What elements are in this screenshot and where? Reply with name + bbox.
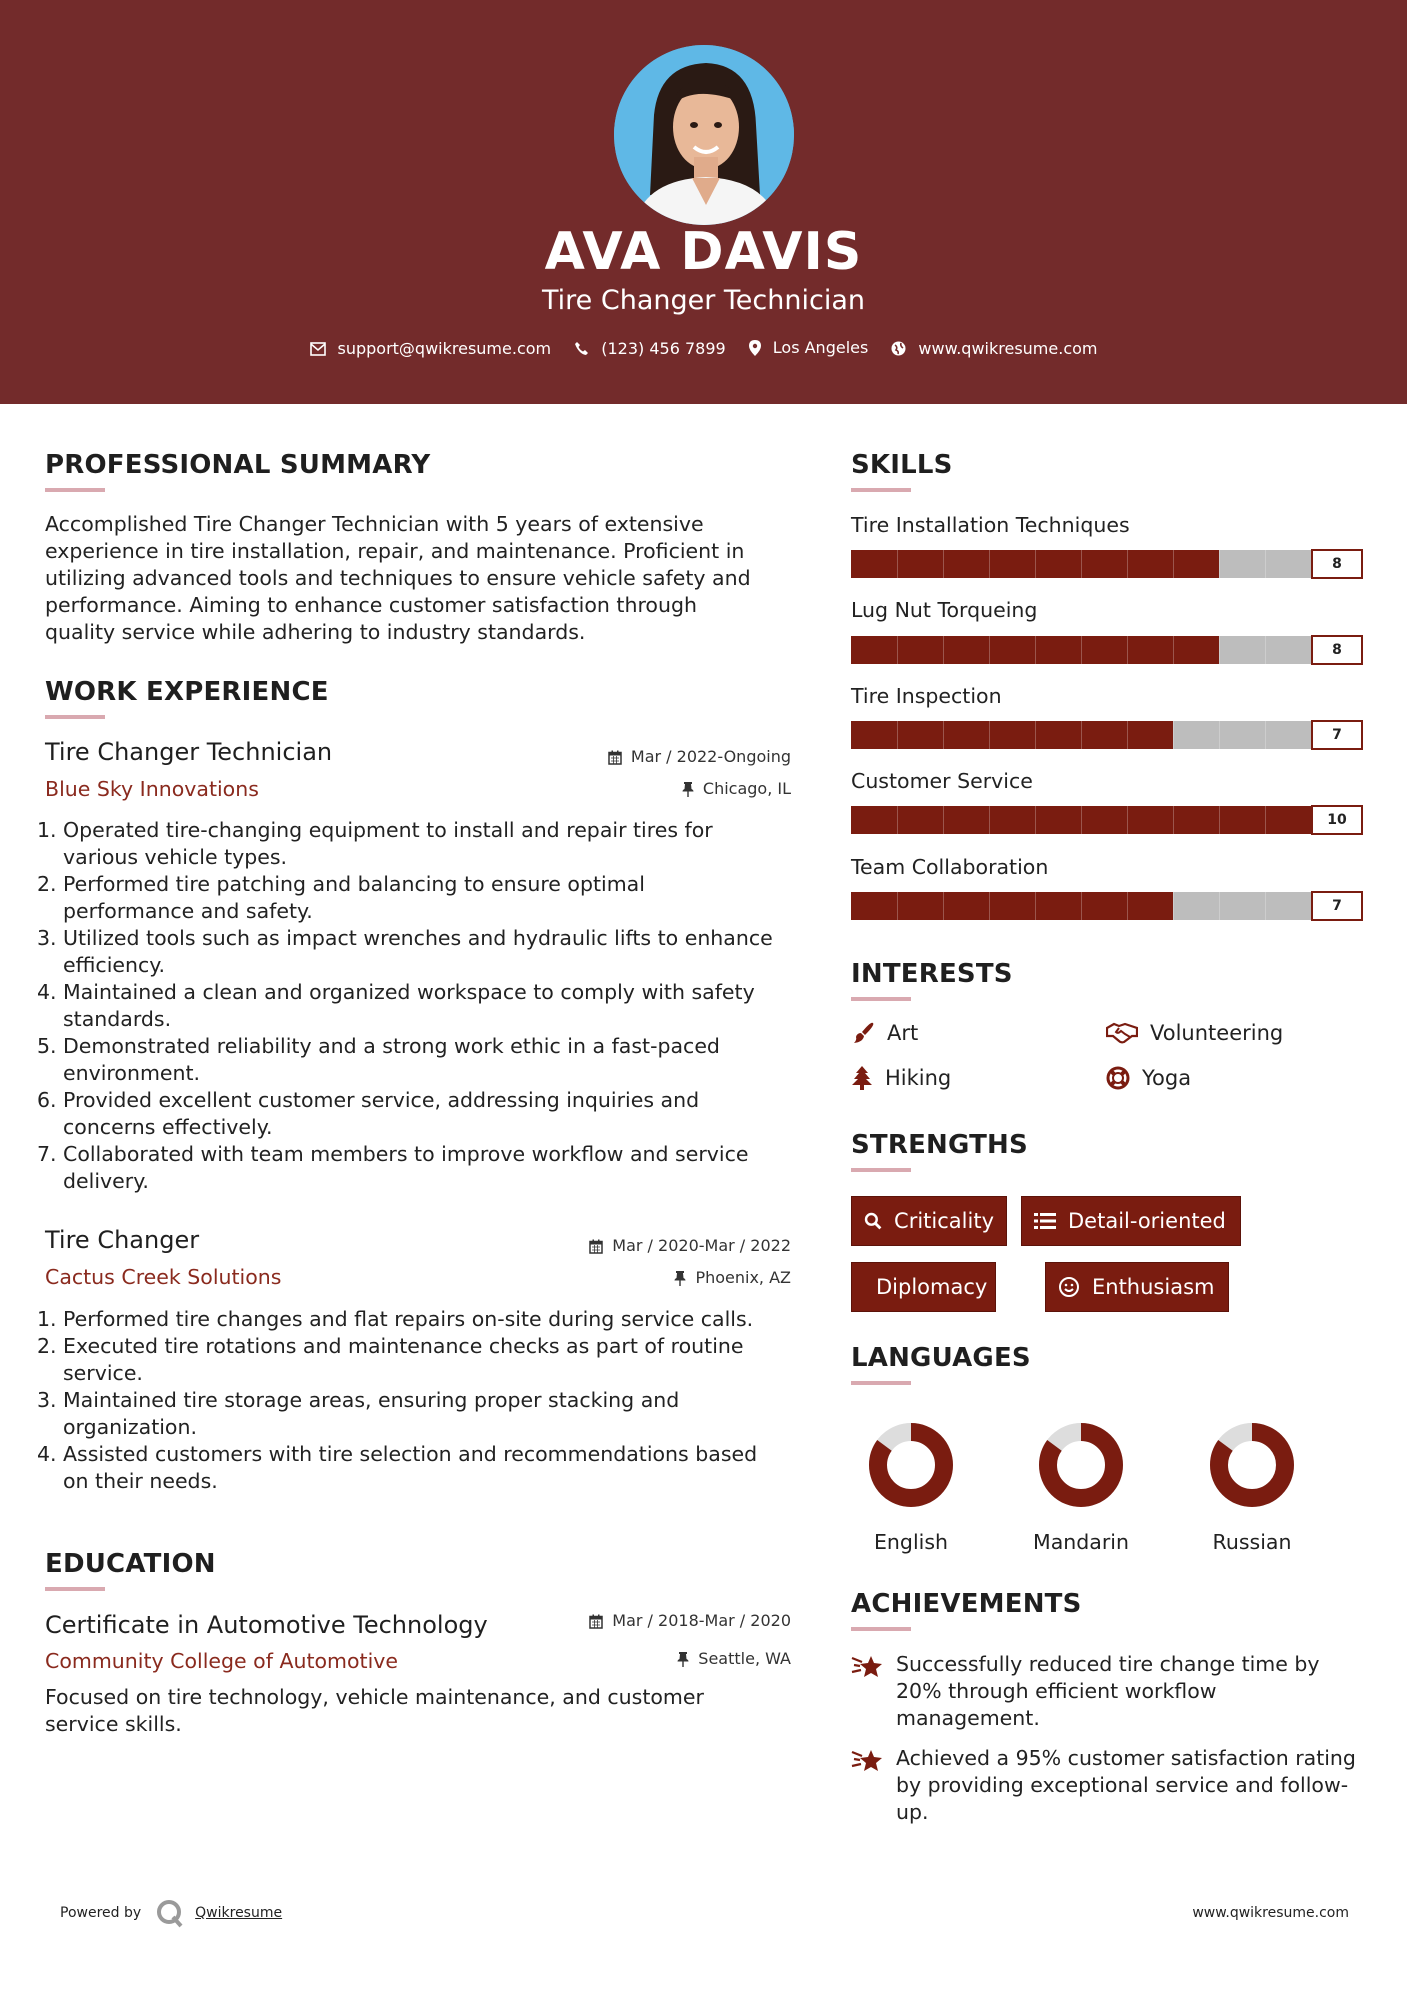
skill-value: 7 bbox=[1311, 720, 1363, 750]
interest-label: Hiking bbox=[885, 1066, 952, 1090]
pushpin-icon bbox=[682, 781, 694, 797]
job-dates bbox=[589, 1235, 791, 1257]
job-title: Tire Changer bbox=[45, 1226, 200, 1254]
interest-label: Volunteering bbox=[1150, 1021, 1284, 1045]
skill-value: 7 bbox=[1311, 891, 1363, 921]
job-location bbox=[674, 1267, 791, 1289]
list-item-line: Executed tire rotations and maintenance checks as part of routine bbox=[63, 1334, 744, 1358]
skill-segment-divider bbox=[989, 550, 990, 578]
language-label: English bbox=[873, 1530, 949, 1554]
interests-underline bbox=[851, 997, 911, 1001]
education-line: Focused on tire technology, vehicle maintenance, and customer bbox=[45, 1685, 704, 1709]
skill-bar bbox=[851, 550, 1342, 578]
skill-segment-divider bbox=[1173, 806, 1174, 834]
skill-segment-divider bbox=[989, 721, 990, 749]
footer-website[interactable]: www.qwikresume.com bbox=[1192, 1905, 1349, 1921]
list-item: 3. Utilized tools such as impact wrenches and hydraulic lifts to enhance efficiency. bbox=[37, 925, 797, 979]
contact-email-text: support@qwikresume.com bbox=[337, 339, 552, 358]
list-item-line: Provided excellent customer service, addressing inquiries and bbox=[63, 1088, 700, 1112]
education-description bbox=[45, 1684, 785, 1738]
education-dates bbox=[589, 1610, 791, 1632]
job-company: Blue Sky Innovations bbox=[45, 777, 259, 801]
contact-row bbox=[0, 336, 1407, 363]
skill-segment-divider bbox=[1173, 636, 1174, 664]
languages-heading: LANGUAGES bbox=[851, 1343, 1031, 1373]
contact-phone[interactable] bbox=[574, 337, 725, 361]
list-item: 6. Provided excellent customer service, addressing inquiries and concerns effectively. bbox=[37, 1087, 797, 1141]
summary-text bbox=[45, 511, 785, 646]
skill-fill bbox=[851, 721, 1173, 749]
strength-badge bbox=[1021, 1196, 1241, 1246]
skill-bar bbox=[851, 892, 1342, 920]
achievement-item bbox=[851, 1651, 1371, 1732]
interest-item bbox=[851, 1064, 951, 1092]
list-item-line: concerns effectively. bbox=[63, 1115, 273, 1139]
achievement-item bbox=[851, 1745, 1371, 1826]
strength-label: Diplomacy bbox=[876, 1275, 988, 1299]
summary-line: utilizing advanced tools and techniques to ensure vehicle safety and bbox=[45, 566, 751, 590]
list-item-line: environment. bbox=[63, 1061, 201, 1085]
language-donut bbox=[1036, 1420, 1126, 1510]
experience-underline bbox=[45, 715, 105, 719]
skill-segment-divider bbox=[1265, 892, 1266, 920]
skill-segment-divider bbox=[897, 721, 898, 749]
candidate-name: AVA DAVIS bbox=[544, 222, 863, 282]
skill-segment-divider bbox=[1081, 892, 1082, 920]
list-item: 3. Maintained tire storage areas, ensuring proper stacking and organization. bbox=[37, 1387, 797, 1441]
skill-segment-divider bbox=[1127, 721, 1128, 749]
skill-segment-divider bbox=[1219, 892, 1220, 920]
achievement-line: Successfully reduced tire change time by bbox=[896, 1652, 1320, 1676]
skill-segment-divider bbox=[897, 550, 898, 578]
skill-segment-divider bbox=[989, 892, 990, 920]
experience-heading: WORK EXPERIENCE bbox=[45, 677, 329, 707]
skill-segment-divider bbox=[1081, 721, 1082, 749]
skill-segment-divider bbox=[1081, 806, 1082, 834]
interests-heading: INTERESTS bbox=[851, 959, 1013, 989]
language-donut bbox=[1207, 1420, 1297, 1510]
language-label: Mandarin bbox=[1033, 1530, 1129, 1554]
list-item: 4. Maintained a clean and organized workspace to comply with safety standards. bbox=[37, 979, 797, 1033]
skill-label: Customer Service bbox=[851, 769, 1033, 793]
job-location bbox=[682, 778, 791, 800]
degree-title: Certificate in Automotive Technology bbox=[45, 1611, 488, 1639]
list-item-line: performance and safety. bbox=[63, 899, 313, 923]
list-icon bbox=[1034, 1212, 1056, 1230]
job-duties-list bbox=[37, 1306, 797, 1495]
education-dates-text: Mar / 2018-Mar / 2020 bbox=[612, 1611, 791, 1630]
calendar-icon bbox=[589, 1614, 603, 1629]
envelope-icon bbox=[310, 342, 326, 356]
skill-label: Tire Installation Techniques bbox=[851, 513, 1130, 537]
list-item: 5. Demonstrated reliability and a strong work ethic in a fast-paced environment. bbox=[37, 1033, 797, 1087]
list-item-line: Assisted customers with tire selection and recommendations based bbox=[63, 1442, 758, 1466]
skill-segment-divider bbox=[943, 892, 944, 920]
language-item bbox=[1021, 1420, 1141, 1556]
map-marker-icon bbox=[749, 340, 761, 356]
language-item bbox=[851, 1420, 971, 1556]
strength-label: Enthusiasm bbox=[1092, 1275, 1215, 1299]
calendar-icon bbox=[608, 750, 622, 765]
skill-label: Tire Inspection bbox=[851, 684, 1002, 708]
skill-fill bbox=[851, 892, 1173, 920]
skill-segment-divider bbox=[989, 636, 990, 664]
skill-segment-divider bbox=[989, 806, 990, 834]
list-item-line: various vehicle types. bbox=[63, 845, 288, 869]
achievement-line: up. bbox=[896, 1800, 929, 1824]
list-item-line: Maintained tire storage areas, ensuring proper stacking and bbox=[63, 1388, 680, 1412]
skill-segment-divider bbox=[1219, 721, 1220, 749]
skill-segment-divider bbox=[897, 892, 898, 920]
list-item-line: Utilized tools such as impact wrenches and hydraulic lifts to enhance bbox=[63, 926, 773, 950]
strength-label: Detail-oriented bbox=[1068, 1209, 1226, 1233]
skill-segment-divider bbox=[1035, 806, 1036, 834]
skill-segment-divider bbox=[897, 806, 898, 834]
lifebuoy-icon bbox=[1106, 1066, 1130, 1090]
list-item: 2. Executed tire rotations and maintenance checks as part of routine service. bbox=[37, 1333, 797, 1387]
skill-segment-divider bbox=[1265, 636, 1266, 664]
strength-badge bbox=[851, 1262, 996, 1312]
skill-segment-divider bbox=[1035, 636, 1036, 664]
search-icon bbox=[864, 1210, 882, 1232]
education-location bbox=[677, 1648, 791, 1670]
skill-segment-divider bbox=[1265, 806, 1266, 834]
job-title: Tire Changer Technician bbox=[45, 738, 333, 766]
summary-line: quality service while adhering to industry standards. bbox=[45, 620, 586, 644]
phone-icon bbox=[574, 341, 589, 356]
shooting-star-icon bbox=[851, 1653, 885, 1681]
skill-segment-divider bbox=[1127, 892, 1128, 920]
skill-bar bbox=[851, 721, 1342, 749]
interest-item bbox=[851, 1019, 918, 1047]
skill-segment-divider bbox=[1265, 550, 1266, 578]
skill-segment-divider bbox=[1035, 892, 1036, 920]
skill-segment-divider bbox=[1219, 550, 1220, 578]
skill-segment-divider bbox=[1035, 721, 1036, 749]
summary-line: experience in tire installation, repair, and maintenance. Proficient in bbox=[45, 539, 745, 563]
smile-icon bbox=[1058, 1276, 1080, 1298]
skill-value: 8 bbox=[1311, 635, 1363, 665]
achievement-line: Achieved a 95% customer satisfaction rating bbox=[896, 1746, 1356, 1770]
interest-item bbox=[1106, 1019, 1283, 1047]
strength-badge bbox=[1045, 1262, 1229, 1312]
contact-website[interactable] bbox=[891, 337, 1097, 361]
strength-label: Criticality bbox=[894, 1209, 994, 1233]
skill-segment-divider bbox=[1173, 721, 1174, 749]
list-item-line: Operated tire-changing equipment to install and repair tires for bbox=[63, 818, 713, 842]
handshake-icon bbox=[1106, 1022, 1138, 1044]
contact-website-text: www.qwikresume.com bbox=[918, 338, 1098, 358]
strengths-underline bbox=[851, 1168, 911, 1172]
job-location-text: Phoenix, AZ bbox=[695, 1268, 791, 1287]
list-item: 4. Assisted customers with tire selection and recommendations based on their needs. bbox=[37, 1441, 797, 1495]
summary-line: performance. Aiming to enhance customer satisfaction through bbox=[45, 593, 697, 617]
profile-photo bbox=[614, 45, 794, 225]
contact-phone-text: (123) 456 7899 bbox=[601, 338, 726, 358]
powered-by-text: Powered by bbox=[60, 1905, 142, 1921]
list-item: 7. Collaborated with team members to improve workflow and service delivery. bbox=[37, 1141, 797, 1195]
list-item-line: standards. bbox=[63, 1007, 172, 1031]
skill-segment-divider bbox=[1035, 550, 1036, 578]
list-item-line: organization. bbox=[63, 1415, 197, 1439]
job-dates-text: Mar / 2020-Mar / 2022 bbox=[612, 1236, 791, 1255]
achievements-underline bbox=[851, 1627, 911, 1631]
language-item bbox=[1192, 1420, 1312, 1556]
skill-value: 10 bbox=[1311, 805, 1363, 835]
skill-segment-divider bbox=[1219, 636, 1220, 664]
skill-segment-divider bbox=[1081, 636, 1082, 664]
interest-label: Art bbox=[887, 1021, 919, 1045]
list-item: 2. Performed tire patching and balancing to ensure optimal performance and safety. bbox=[37, 871, 797, 925]
job-duties-list bbox=[37, 817, 797, 1195]
list-item-line: Demonstrated reliability and a strong work ethic in a fast-paced bbox=[63, 1034, 720, 1058]
pushpin-icon bbox=[674, 1270, 686, 1286]
summary-heading: PROFESSIONAL SUMMARY bbox=[45, 450, 431, 480]
skill-segment-divider bbox=[1173, 550, 1174, 578]
achievement-line: 20% through efficient workflow bbox=[896, 1679, 1217, 1703]
skill-segment-divider bbox=[943, 806, 944, 834]
skills-underline bbox=[851, 488, 911, 492]
education-underline bbox=[45, 1587, 105, 1591]
skill-segment-divider bbox=[943, 636, 944, 664]
job-dates bbox=[608, 746, 791, 768]
calendar-icon bbox=[589, 1239, 603, 1254]
globe-icon bbox=[891, 341, 906, 356]
strength-badge bbox=[851, 1196, 1007, 1246]
skill-segment-divider bbox=[1127, 806, 1128, 834]
skill-label: Lug Nut Torqueing bbox=[851, 598, 1038, 622]
list-item: 1. Performed tire changes and flat repairs on-site during service calls. bbox=[37, 1306, 797, 1333]
skill-segment-divider bbox=[1219, 806, 1220, 834]
list-item-line: Maintained a clean and organized workspace to comply with safety bbox=[63, 980, 755, 1004]
skill-bar bbox=[851, 636, 1342, 664]
skill-segment-divider bbox=[1173, 892, 1174, 920]
achievement-line: by providing exceptional service and follow- bbox=[896, 1773, 1349, 1797]
job-company: Cactus Creek Solutions bbox=[45, 1265, 282, 1289]
pushpin-icon bbox=[677, 1651, 689, 1667]
list-item-line: service. bbox=[63, 1361, 143, 1385]
qwikresume-logo-icon bbox=[155, 1898, 185, 1928]
summary-underline bbox=[45, 488, 105, 492]
education-location-text: Seattle, WA bbox=[698, 1649, 791, 1668]
achievements-heading: ACHIEVEMENTS bbox=[851, 1589, 1082, 1619]
skill-segment-divider bbox=[1127, 550, 1128, 578]
languages-underline bbox=[851, 1381, 911, 1385]
language-label: Russian bbox=[1212, 1530, 1292, 1554]
header-banner bbox=[0, 0, 1407, 404]
skill-segment-divider bbox=[897, 636, 898, 664]
footer-powered-by bbox=[60, 1898, 282, 1928]
list-item: 1. Operated tire-changing equipment to install and repair tires for various vehicle types. bbox=[37, 817, 797, 871]
list-item-line: on their needs. bbox=[63, 1469, 218, 1493]
skill-segment-divider bbox=[943, 550, 944, 578]
contact-email[interactable] bbox=[310, 337, 552, 361]
skill-label: Team Collaboration bbox=[851, 855, 1049, 879]
education-line: service skills. bbox=[45, 1712, 182, 1736]
strengths-heading: STRENGTHS bbox=[851, 1130, 1028, 1160]
skills-heading: SKILLS bbox=[851, 450, 953, 480]
job-dates-text: Mar / 2022-Ongoing bbox=[630, 747, 791, 766]
list-item-line: Performed tire changes and flat repairs on-site during service calls. bbox=[63, 1307, 754, 1331]
contact-location bbox=[749, 336, 869, 360]
list-item-line: Performed tire patching and balancing to ensure optimal bbox=[63, 872, 645, 896]
skill-segment-divider bbox=[1127, 636, 1128, 664]
shooting-star-icon bbox=[851, 1747, 885, 1775]
skill-bar bbox=[851, 806, 1347, 834]
skill-segment-divider bbox=[1081, 550, 1082, 578]
interest-label: Yoga bbox=[1142, 1066, 1192, 1090]
list-item-line: efficiency. bbox=[63, 953, 165, 977]
interest-item bbox=[1106, 1064, 1191, 1092]
skill-segment-divider bbox=[1265, 721, 1266, 749]
skill-segment-divider bbox=[943, 721, 944, 749]
contact-location-text: Los Angeles bbox=[772, 338, 869, 357]
candidate-role: Tire Changer Technician bbox=[541, 285, 865, 316]
tree-icon bbox=[851, 1066, 873, 1090]
list-item-line: delivery. bbox=[63, 1169, 149, 1193]
paintbrush-icon bbox=[851, 1021, 875, 1045]
qwikresume-link[interactable]: Qwikresume bbox=[195, 1905, 283, 1921]
list-item-line: Collaborated with team members to improve workflow and service bbox=[63, 1142, 749, 1166]
education-heading: EDUCATION bbox=[45, 1549, 216, 1579]
job-location-text: Chicago, IL bbox=[702, 779, 791, 798]
achievement-line: management. bbox=[896, 1706, 1040, 1730]
language-donut bbox=[866, 1420, 956, 1510]
skill-value: 8 bbox=[1311, 549, 1363, 579]
summary-line: Accomplished Tire Changer Technician with 5 years of extensive bbox=[45, 512, 704, 536]
school-name: Community College of Automotive bbox=[45, 1649, 399, 1673]
